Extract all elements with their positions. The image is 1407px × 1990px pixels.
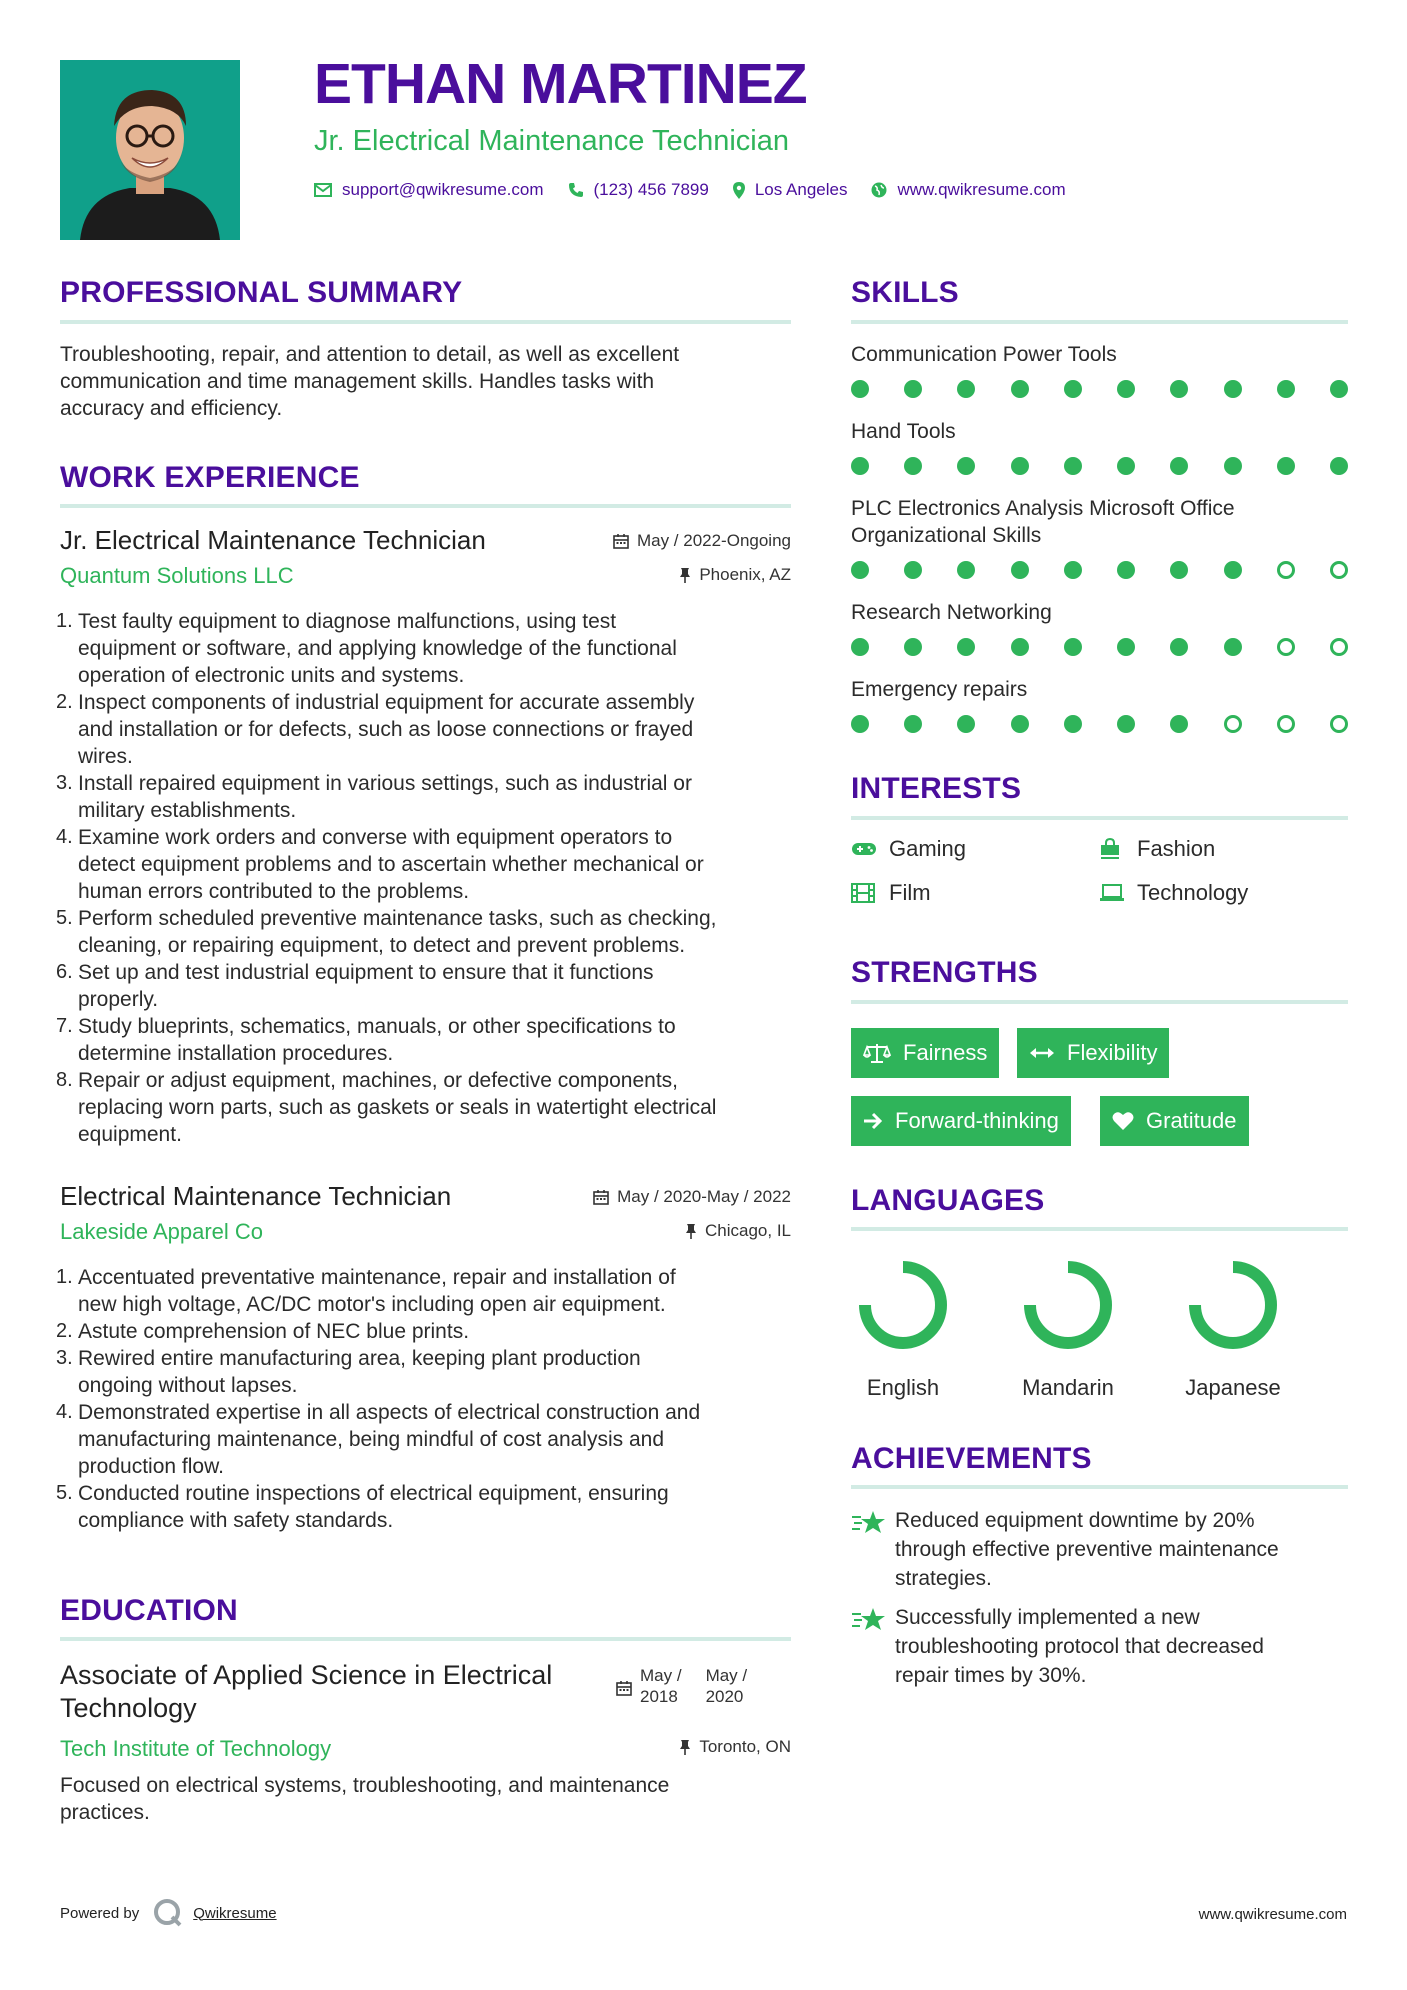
work-heading: WORK EXPERIENCE xyxy=(60,461,360,494)
section-divider xyxy=(851,1000,1348,1004)
degree-title: Associate of Applied Science in Electrical Technology xyxy=(60,1660,553,1723)
strength-chip xyxy=(851,1028,999,1078)
language-name: Mandarin xyxy=(1022,1375,1114,1400)
calendar-icon xyxy=(593,1189,609,1205)
interest-label: Film xyxy=(889,880,931,905)
interests-heading: INTERESTS xyxy=(851,772,1022,805)
interest-item xyxy=(851,880,1099,906)
job-bullet: Set up and test industrial equipment to ensure that it functions properly. xyxy=(78,961,654,1011)
star-award-icon xyxy=(851,1506,895,1593)
skill-dot-empty xyxy=(1330,715,1348,733)
skill-dot-filled xyxy=(904,380,922,398)
summary-text xyxy=(60,341,791,422)
skill-dot-filled xyxy=(1170,457,1188,475)
skill-dot-filled xyxy=(1117,561,1135,579)
job-company: Quantum Solutions LLC xyxy=(60,563,294,588)
skill-dot-empty xyxy=(1277,561,1295,579)
language-item xyxy=(1003,1255,1133,1401)
skill-rating xyxy=(851,559,1348,581)
language-name: Japanese xyxy=(1185,1375,1281,1400)
skill-dot-filled xyxy=(1117,457,1135,475)
strength-label: Flexibility xyxy=(1067,1040,1158,1065)
job-bullet: Accentuated preventative maintenance, repair and installation of new high voltage, AC/DC motor's including open air equipment. xyxy=(78,1266,676,1316)
skills-heading: SKILLS xyxy=(851,276,959,309)
job-bullet: Install repaired equipment in various settings, such as industrial or military establishments. xyxy=(78,772,692,822)
skill-dot-filled xyxy=(851,380,869,398)
education-entry xyxy=(60,1659,791,1829)
skill-dot-filled xyxy=(1330,457,1348,475)
skill-rating xyxy=(851,713,1348,735)
skill-dot-empty xyxy=(1277,715,1295,733)
skill-dot-filled xyxy=(1064,561,1082,579)
skill-dot-filled xyxy=(1011,715,1029,733)
skill-dot-filled xyxy=(851,638,869,656)
strength-label: Gratitude xyxy=(1146,1108,1237,1133)
skill-dot-filled xyxy=(904,561,922,579)
skill-dot-filled xyxy=(1277,457,1295,475)
interest-item xyxy=(1099,836,1347,862)
candidate-title: Jr. Electrical Maintenance Technician xyxy=(314,125,789,157)
skill-dot-filled xyxy=(957,457,975,475)
language-item xyxy=(1168,1255,1298,1401)
pin-icon xyxy=(679,567,691,583)
job-header xyxy=(60,525,791,595)
strength-chip xyxy=(1100,1096,1249,1146)
job-company: Lakeside Apparel Co xyxy=(60,1219,264,1244)
skill-dot-filled xyxy=(1117,715,1135,733)
education-start: May / 2018 xyxy=(640,1666,682,1706)
skill-dot-filled xyxy=(1224,638,1242,656)
achievements-heading: ACHIEVEMENTS xyxy=(851,1442,1092,1475)
skill-dot-empty xyxy=(1330,638,1348,656)
interest-label: Technology xyxy=(1137,880,1249,905)
job-bullet: Demonstrated expertise in all aspects of electrical construction and manufacturing maintenance, being mindful of cost analysis and production flow. xyxy=(78,1401,701,1478)
summary-line: communication and time management skills. Handles tasks with xyxy=(60,370,655,393)
contact-email[interactable]: support@qwikresume.com xyxy=(342,180,544,199)
language-item xyxy=(838,1255,968,1401)
education-location xyxy=(679,1737,791,1757)
job-bullets xyxy=(60,1264,791,1534)
candidate-name: ETHAN MARTINEZ xyxy=(314,52,807,116)
job-role: Jr. Electrical Maintenance Technician xyxy=(60,525,486,555)
summary-line: Troubleshooting, repair, and attention to detail, as well as excellent xyxy=(60,343,680,366)
interests-list xyxy=(851,836,1348,906)
contact-phone[interactable]: (123) 456 7899 xyxy=(593,180,709,199)
skill-dot-filled xyxy=(957,638,975,656)
profile-photo xyxy=(60,60,240,240)
skill-name: Research Networking xyxy=(851,601,1052,624)
achievement-text: Reduced equipment downtime by 20% through effective preventive maintenance strategies. xyxy=(895,1509,1279,1590)
skill-item xyxy=(851,341,1348,400)
job-entry xyxy=(60,525,791,1148)
footer-url[interactable]: www.qwikresume.com xyxy=(1198,1906,1347,1923)
skill-dot-filled xyxy=(904,457,922,475)
school-name: Tech Institute of Technology xyxy=(60,1736,332,1761)
skill-item xyxy=(851,418,1348,477)
skill-dot-empty xyxy=(1224,715,1242,733)
languages-heading: LANGUAGES xyxy=(851,1184,1045,1217)
powered-by-label: Powered by xyxy=(60,1904,140,1922)
skill-dot-filled xyxy=(851,715,869,733)
balance-scale-icon xyxy=(863,1042,891,1064)
strength-chip xyxy=(851,1096,1071,1146)
section-divider xyxy=(60,504,791,508)
achievement-text: Successfully implemented a new troubleshooting protocol that decreased repair times by 30%. xyxy=(895,1606,1264,1687)
job-role: Electrical Maintenance Technician xyxy=(60,1181,452,1211)
education-description: Focused on electrical systems, troubleshooting, and maintenance practices. xyxy=(60,1774,670,1824)
job-bullet: Astute comprehension of NEC blue prints. xyxy=(78,1320,470,1343)
job-bullet: Inspect components of industrial equipment for accurate assembly and installation or for defects, such as loose connections or frayed wires. xyxy=(78,691,695,768)
qwikresume-link[interactable]: Qwikresume xyxy=(193,1904,277,1922)
avatar xyxy=(60,60,240,240)
calendar-icon xyxy=(613,533,629,549)
skill-dot-filled xyxy=(1011,638,1029,656)
interest-label: Gaming xyxy=(889,836,967,861)
pin-icon xyxy=(679,1739,691,1755)
skill-dot-filled xyxy=(1224,561,1242,579)
skill-dot-filled xyxy=(1064,638,1082,656)
pin-icon xyxy=(685,1223,697,1239)
education-location-text: Toronto, ON xyxy=(699,1737,791,1756)
gamepad-icon xyxy=(851,841,879,857)
contact-location: Los Angeles xyxy=(754,180,848,199)
job-location-text: Phoenix, AZ xyxy=(699,565,791,584)
job-bullet: Examine work orders and converse with equipment operators to detect equipment problems and to ascertain whether mechanical or human errors contributed to the problems. xyxy=(78,826,704,903)
star-award-icon xyxy=(851,1603,895,1690)
skill-dot-filled xyxy=(1277,380,1295,398)
skill-rating xyxy=(851,455,1348,477)
skill-dot-filled xyxy=(957,561,975,579)
summary-line: accuracy and efficiency. xyxy=(60,397,283,420)
qwikresume-logo-icon xyxy=(153,1898,183,1928)
skill-dot-filled xyxy=(904,638,922,656)
language-level-ring xyxy=(1183,1255,1283,1355)
job-location-text: Chicago, IL xyxy=(705,1221,791,1240)
interest-label: Fashion xyxy=(1137,836,1216,861)
strength-chip xyxy=(1017,1028,1169,1078)
skill-dot-filled xyxy=(904,715,922,733)
phone-icon xyxy=(568,182,584,198)
education-heading: EDUCATION xyxy=(60,1594,238,1627)
skill-dot-filled xyxy=(1011,561,1029,579)
contact-website[interactable]: www.qwikresume.com xyxy=(897,180,1066,199)
globe-icon xyxy=(871,182,887,198)
skill-name: PLC Electronics Analysis Microsoft Office Organizational Skills xyxy=(851,497,1235,547)
section-divider xyxy=(851,1227,1348,1231)
heart-icon xyxy=(1112,1111,1134,1131)
skill-dot-filled xyxy=(1170,715,1188,733)
skill-dot-filled xyxy=(851,561,869,579)
skill-dot-filled xyxy=(957,715,975,733)
achievement-item xyxy=(851,1506,1348,1593)
skill-dot-filled xyxy=(1117,380,1135,398)
skill-dot-filled xyxy=(851,457,869,475)
skill-dot-filled xyxy=(1011,457,1029,475)
job-bullet: Study blueprints, schematics, manuals, or other specifications to determine installation procedures. xyxy=(78,1015,676,1065)
strength-label: Fairness xyxy=(903,1040,988,1065)
footer-powered-by xyxy=(60,1898,277,1928)
job-bullet: Repair or adjust equipment, machines, or defective components, replacing worn parts, such as gaskets or seals in watertight electrical equipment. xyxy=(78,1069,717,1146)
skill-dot-filled xyxy=(1224,380,1242,398)
skill-name: Hand Tools xyxy=(851,420,956,443)
section-divider xyxy=(60,320,791,324)
shopping-bag-icon xyxy=(1099,838,1127,860)
skill-dot-filled xyxy=(1011,380,1029,398)
job-date-text: May / 2020-May / 2022 xyxy=(617,1187,791,1206)
job-date-text: May / 2022-Ongoing xyxy=(636,531,791,550)
calendar-icon xyxy=(616,1669,632,1707)
film-icon xyxy=(851,883,879,903)
skill-dot-filled xyxy=(1117,638,1135,656)
language-name: English xyxy=(866,1375,940,1400)
skill-dot-empty xyxy=(1330,561,1348,579)
skill-dot-filled xyxy=(1224,457,1242,475)
job-location xyxy=(679,565,791,585)
skill-rating xyxy=(851,636,1348,658)
skill-item xyxy=(851,676,1348,735)
job-bullet: Conducted routine inspections of electrical equipment, ensuring compliance with safety standards. xyxy=(78,1482,669,1532)
job-bullets xyxy=(60,608,791,1148)
language-level-ring xyxy=(853,1255,953,1355)
language-level-ring xyxy=(1018,1255,1118,1355)
section-divider xyxy=(851,1485,1348,1489)
skill-name: Emergency repairs xyxy=(851,678,1028,701)
skill-dot-filled xyxy=(1064,715,1082,733)
job-entry xyxy=(60,1181,791,1534)
skill-rating xyxy=(851,378,1348,400)
strengths-heading: STRENGTHS xyxy=(851,956,1038,989)
section-divider xyxy=(60,1637,791,1641)
job-bullet: Perform scheduled preventive maintenance tasks, such as checking, cleaning, or repairing equipment, to detect and prevent problems. xyxy=(78,907,717,957)
skill-dot-filled xyxy=(1170,638,1188,656)
skill-item xyxy=(851,495,1348,581)
arrow-right-icon xyxy=(863,1112,883,1130)
skill-dot-filled xyxy=(1170,380,1188,398)
job-header xyxy=(60,1181,791,1251)
skill-dot-filled xyxy=(1064,457,1082,475)
map-marker-icon xyxy=(733,182,745,199)
skill-dot-filled xyxy=(957,380,975,398)
job-date xyxy=(593,1187,791,1207)
job-bullet: Rewired entire manufacturing area, keeping plant production ongoing without lapses. xyxy=(78,1347,641,1397)
interest-item xyxy=(1099,880,1347,906)
contact-bar xyxy=(314,179,1090,201)
skills-list xyxy=(851,341,1348,753)
education-end: May / 2020 xyxy=(705,1666,748,1706)
job-location xyxy=(685,1221,791,1241)
envelope-icon xyxy=(314,183,332,197)
skill-name: Communication Power Tools xyxy=(851,343,1117,366)
strength-label: Forward-thinking xyxy=(895,1108,1059,1133)
skill-dot-filled xyxy=(1170,561,1188,579)
laptop-icon xyxy=(1099,884,1127,902)
skill-item xyxy=(851,599,1348,658)
interest-item xyxy=(851,836,1099,862)
section-divider xyxy=(851,320,1348,324)
skill-dot-filled xyxy=(1330,380,1348,398)
skill-dot-empty xyxy=(1277,638,1295,656)
achievement-item xyxy=(851,1603,1348,1690)
job-date xyxy=(613,531,791,551)
job-bullet: Test faulty equipment to diagnose malfunctions, using test equipment or software, and applying knowledge of the functional operation of electronic units and systems. xyxy=(78,610,677,687)
section-divider xyxy=(851,816,1348,820)
education-dates xyxy=(616,1665,747,1707)
arrows-horizontal-icon xyxy=(1029,1046,1055,1060)
summary-heading: PROFESSIONAL SUMMARY xyxy=(60,276,463,309)
skill-dot-filled xyxy=(1064,380,1082,398)
